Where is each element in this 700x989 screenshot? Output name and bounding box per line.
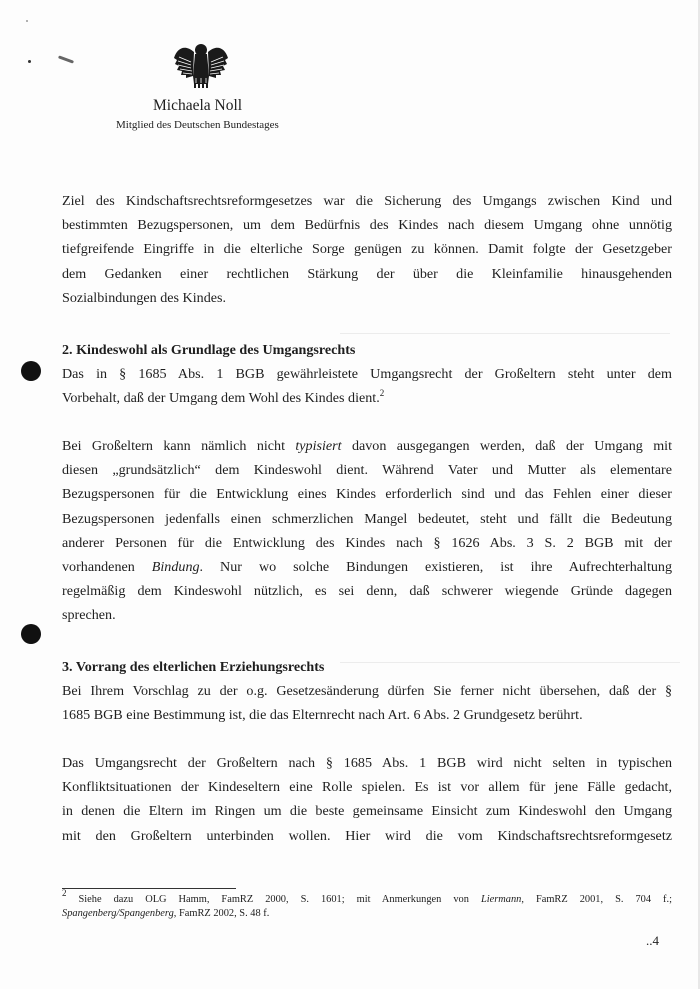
text-line: Ziel des Kindschaftsrechtsreformgesetzes war die Sicherung des Umgangs zwischen Kind und bbox=[62, 193, 672, 209]
paragraph-intro bbox=[62, 189, 672, 310]
scan-speck bbox=[28, 60, 31, 63]
emphasis-text: Bindung bbox=[151, 558, 200, 575]
text-line: Bezugspersonen für die Entwicklung eines Kindes erforderlich sind und das Fehlen einer dieser bbox=[62, 486, 672, 503]
scan-mark bbox=[58, 55, 74, 63]
text-line: Bei Ihrem Vorschlag zu der o.g. Gesetzesänderung dürfen Sie ferner nicht übersehen, daß der § bbox=[62, 683, 672, 700]
punch-hole bbox=[21, 361, 41, 381]
text-line: Das in § 1685 Abs. 1 BGB gewährleistete Umgangsrecht der Großeltern steht unter dem bbox=[62, 366, 672, 383]
text-fragment: , FamRZ 2001, S. 704 f.; bbox=[521, 894, 672, 905]
sender-name: Michaela Noll bbox=[153, 97, 243, 114]
sender-role: Mitglied des Deutschen Bundestages bbox=[116, 119, 279, 131]
footnote-line bbox=[62, 907, 672, 921]
page-continuation-marker: ..4 bbox=[646, 933, 659, 948]
text-line: in denen die Eltern im Ringen um die beste gemeinsame Einsicht zum Kindeswohl den Umgang bbox=[62, 803, 672, 820]
section-heading: 2. Kindeswohl als Grundlage des Umgangsrechts bbox=[62, 342, 356, 358]
text-line bbox=[62, 434, 672, 458]
punch-hole bbox=[21, 624, 41, 644]
emphasis-text: Spangenberg/Spangenberg bbox=[62, 908, 174, 919]
text-line: sprechen. bbox=[62, 607, 116, 624]
section-2 bbox=[62, 338, 672, 411]
text-fragment: . Nur wo solche Bindungen existieren, ist ihre Aufrechterhaltung bbox=[199, 558, 673, 575]
text-line: Das Umgangsrecht der Großeltern nach § 1685 Abs. 1 BGB wird nicht selten in typischen bbox=[62, 755, 672, 771]
text-line bbox=[62, 386, 672, 410]
text-line: bestimmten Bezugspersonen, um dem Bedürfnis des Kindes nach diesem Umgang ohne unnötig bbox=[62, 217, 672, 234]
text-line: regelmäßig dem Kindeswohl nützlich, es sei denn, daß schwerer wiegende Gründe dagegen bbox=[62, 583, 672, 600]
text-line bbox=[62, 555, 672, 579]
text-line: diesen „grundsätzlich“ dem Kindeswohl dient. Während Vater und Mutter als elementare bbox=[62, 462, 672, 479]
section-3-paragraph-b bbox=[62, 751, 672, 848]
footnote bbox=[62, 888, 672, 921]
text-fragment: davon ausgegangen werden, daß der Umgang mit bbox=[341, 438, 672, 454]
text-line: mit den Großeltern unterbinden wollen. Hier wird die vom Kindschaftsrechtsreformgesetz bbox=[62, 827, 672, 844]
text-fragment: Vorbehalt, daß der Umgang dem Wohl des Kindes dient. bbox=[62, 390, 380, 407]
section-heading: 3. Vorrang des elterlichen Erziehungsrechts bbox=[62, 659, 325, 675]
scan-artifact-line bbox=[340, 333, 670, 334]
text-line: anderer Personen für die Entwicklung des Kindes nach § 1626 Abs. 3 S. 2 BGB mit der bbox=[62, 534, 672, 551]
text-fragment: vorhandenen bbox=[62, 558, 152, 575]
text-fragment: Siehe dazu OLG Hamm, FamRZ 2000, S. 1601; mit Anmerkungen von bbox=[66, 894, 481, 905]
text-line: Konfliktsituationen der Kindeseltern eine Rolle spielen. Es ist vor allem für jene Fälle gedacht, bbox=[62, 779, 672, 796]
text-line: Sozialbindungen des Kindes. bbox=[62, 289, 227, 306]
text-fragment: , FamRZ 2002, S. 48 f. bbox=[173, 908, 270, 919]
footnote-line bbox=[62, 888, 672, 907]
section-2-paragraph-b bbox=[62, 434, 672, 628]
footnote-reference[interactable]: 2 bbox=[379, 388, 385, 399]
text-fragment: Bei Großeltern kann nämlich nicht bbox=[62, 438, 296, 454]
footnote-separator bbox=[62, 888, 236, 889]
text-line: tiefgreifende Eingriffe in die elterliche Sorge genügen zu können. Damit folgte der Gesetzgeber bbox=[62, 241, 672, 258]
text-line: Bezugspersonen jedenfalls einen schmerzlichen Mangel bedeutet, steht und fällt die Bedeutung bbox=[62, 510, 672, 527]
text-line: 1685 BGB eine Bestimmung ist, die das Elternrecht nach Art. 6 Abs. 2 Grundgesetz berührt. bbox=[62, 707, 583, 724]
footnote-number: 2 bbox=[62, 888, 67, 898]
emphasis-text: Liermann bbox=[480, 894, 522, 905]
section-3 bbox=[62, 655, 672, 728]
federal-eagle-emblem-icon bbox=[171, 40, 231, 90]
text-line: dem Gedanken einer rechtlichen Stärkung der über die Kleinfamilie hinausgehenden bbox=[62, 265, 672, 282]
emphasis-text: typisiert bbox=[295, 438, 342, 454]
scan-speck bbox=[26, 20, 28, 22]
